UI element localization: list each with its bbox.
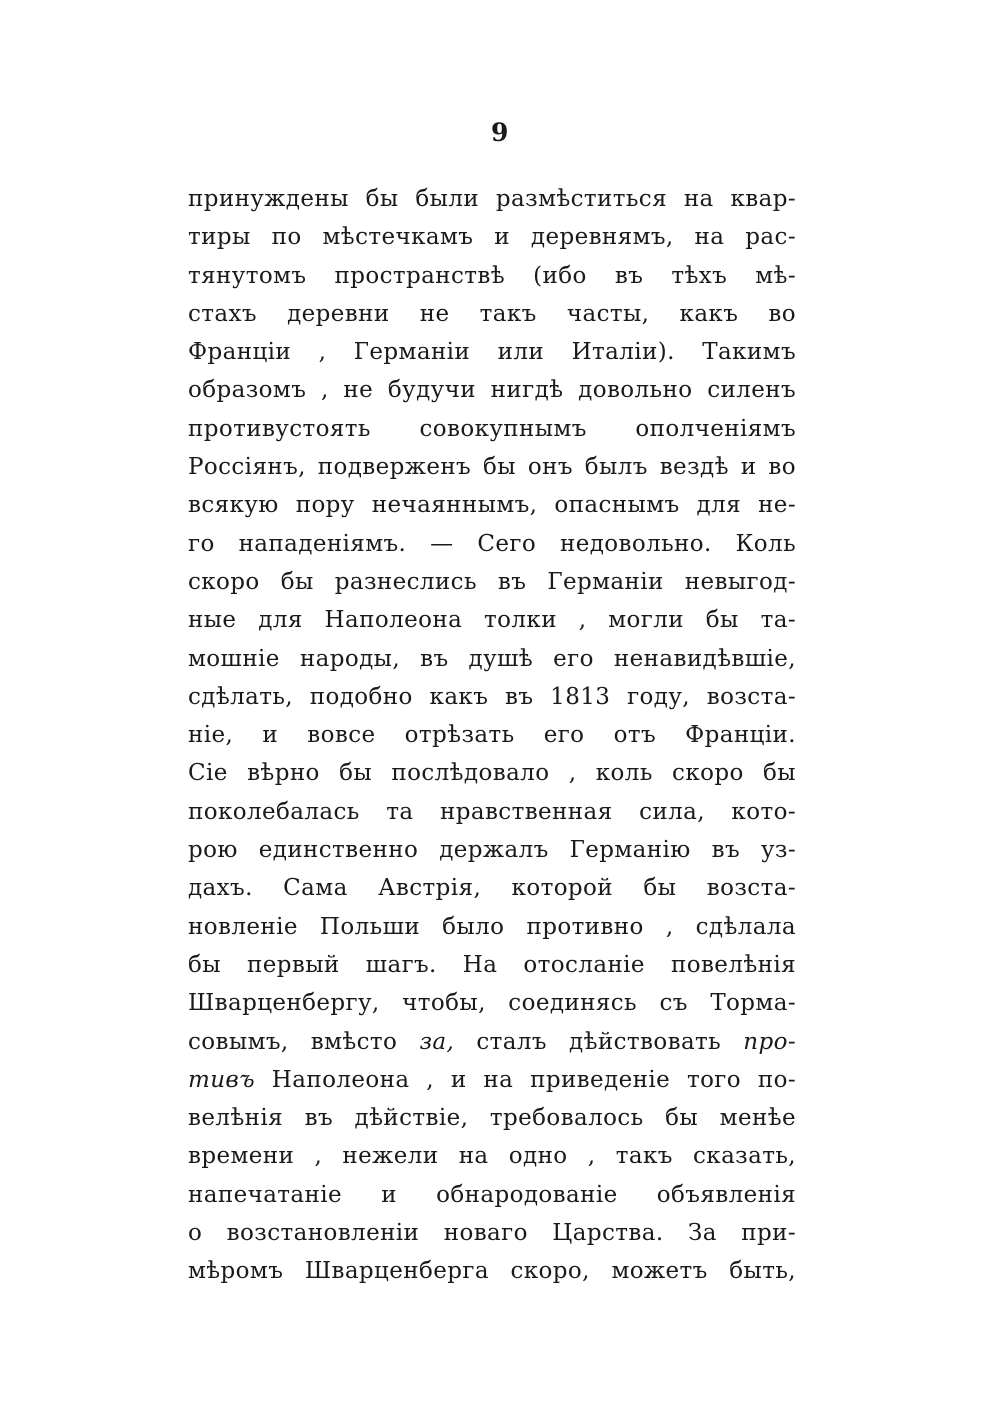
text-line: напечатаніе и обнародованіе объявленія <box>188 1181 796 1208</box>
text-line: мошніе народы, въ душѣ его ненавидѣвшіе, <box>188 645 796 672</box>
text-line: Франціи , Германіи или Италіи). Такимъ <box>188 339 796 366</box>
text-line: сдѣлать, подобно какъ въ 1813 году, возста- <box>188 683 796 710</box>
text-line: стахъ деревни не такъ часты, какъ во <box>188 300 796 327</box>
text-line: Сіе вѣрно бы послѣдовало , коль скоро бы <box>188 760 796 787</box>
text-line: ніе, и вовсе отрѣзать его отъ Франціи. <box>188 722 796 749</box>
text-line: принуждены бы были размѣститься на квар- <box>188 186 796 212</box>
text-line: о возстановленіи новаго Царства. За при- <box>188 1220 796 1247</box>
text-segment: сталъ дѣйствовать <box>476 1028 722 1055</box>
text-line: времени , нежели на одно , такъ сказать, <box>188 1143 796 1170</box>
text-line: Россіянъ, подверженъ бы онъ былъ вездѣ и во <box>188 454 796 481</box>
text-segment: совымъ, вмѣсто <box>188 1028 398 1055</box>
text-line: го нападеніямъ. — Сего недовольно. Коль <box>188 530 796 557</box>
text-line: новленіе Польши было противно , сдѣлала <box>188 913 796 940</box>
page-number: 9 <box>491 118 509 147</box>
text-line-mixed <box>188 1023 796 1061</box>
text-line: тиры по мѣстечкамъ и деревнямъ, на рас- <box>188 224 796 251</box>
text-line: поколебалась та нравственная сила, кото- <box>188 798 796 825</box>
text-line: рою единственно держалъ Германію въ уз- <box>188 837 796 864</box>
text-line: всякую пору нечаяннымъ, опаснымъ для не- <box>188 492 796 519</box>
text-line: дахъ. Сама Австрія, которой бы возста- <box>188 875 796 902</box>
text-segment: Наполеона , и на приведеніе того по- <box>271 1066 796 1093</box>
text-line: образомъ , не будучи нигдѣ довольно силенъ <box>188 377 796 404</box>
italic-word: тивъ <box>188 1066 255 1093</box>
text-line: тянутомъ пространствѣ (ибо въ тѣхъ мѣ- <box>188 262 796 289</box>
italic-word: за, <box>419 1028 455 1055</box>
text-line: противустоять совокупнымъ ополченіямъ <box>188 415 796 442</box>
text-line-mixed <box>188 1061 796 1099</box>
text-line: скоро бы разнеслись въ Германіи невыгод- <box>188 568 796 595</box>
text-line: мѣромъ Шварценберга скоро, можетъ быть, <box>188 1258 796 1285</box>
body-text <box>188 180 796 1291</box>
text-line: велѣнія въ дѣйствіе, требовалось бы менѣе <box>188 1105 796 1132</box>
text-line: ные для Наполеона толки , могли бы та- <box>188 607 796 634</box>
italic-word: про- <box>743 1028 796 1055</box>
text-line: Шварценбергу, чтобы, соединясь съ Торма- <box>188 990 796 1017</box>
text-line: бы первый шагъ. На отосланіе повелѣнія <box>188 951 796 978</box>
